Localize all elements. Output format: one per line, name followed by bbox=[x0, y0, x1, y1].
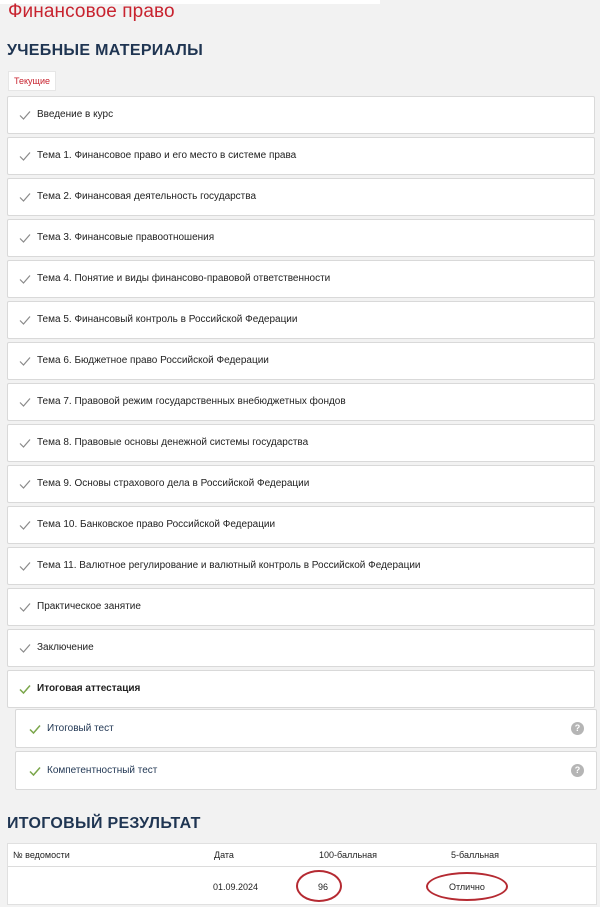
check-icon bbox=[18, 313, 32, 327]
material-item-topic-10[interactable] bbox=[7, 506, 595, 544]
material-item-label: Практическое занятие bbox=[37, 601, 141, 612]
material-item-topic-2[interactable] bbox=[7, 178, 595, 216]
col-score-100: 100-балльная bbox=[319, 850, 378, 860]
check-icon bbox=[18, 272, 32, 286]
help-icon[interactable]: ? bbox=[571, 722, 584, 735]
material-item-conclusion[interactable] bbox=[7, 629, 595, 667]
material-item-practice[interactable] bbox=[7, 588, 595, 626]
material-item-topic-9[interactable] bbox=[7, 465, 595, 503]
material-item-label: Тема 2. Финансовая деятельность государства bbox=[37, 191, 257, 202]
material-item-topic-11[interactable] bbox=[7, 547, 595, 585]
col-date: Дата bbox=[214, 850, 234, 860]
material-item-label: Тема 5. Финансовый контроль в Российской Федерации bbox=[37, 314, 298, 325]
material-item-label: Тема 9. Основы страхового дела в Российской Федерации bbox=[37, 478, 310, 489]
material-item-label: Тема 1. Финансовое право и его место в системе права bbox=[37, 150, 297, 161]
material-item-label: Тема 4. Понятие и виды финансово-правовой ответственности bbox=[37, 273, 331, 284]
material-item-label: Тема 7. Правовой режим государственных внебюджетных фондов bbox=[37, 396, 346, 407]
check-icon bbox=[18, 108, 32, 122]
help-icon[interactable]: ? bbox=[571, 764, 584, 777]
material-item-label: Тема 8. Правовые основы денежной системы государства bbox=[37, 437, 309, 448]
material-item-topic-8[interactable] bbox=[7, 424, 595, 462]
check-icon bbox=[28, 722, 42, 736]
material-item-label: Введение в курс bbox=[37, 109, 114, 120]
results-header-row bbox=[8, 844, 596, 867]
sub-item-label: Компетентностный тест bbox=[47, 765, 158, 776]
cell-date: 01.09.2024 bbox=[213, 882, 259, 892]
check-icon bbox=[18, 436, 32, 450]
material-item-topic-3[interactable] bbox=[7, 219, 595, 257]
material-item-topic-7[interactable] bbox=[7, 383, 595, 421]
material-item-final-attestation[interactable] bbox=[7, 670, 595, 708]
material-item-label: Заключение bbox=[37, 642, 94, 653]
material-item-label: Тема 3. Финансовые правоотношения bbox=[37, 232, 215, 243]
check-icon bbox=[18, 559, 32, 573]
check-icon bbox=[18, 477, 32, 491]
material-item-label: Тема 11. Валютное регулирование и валютный контроль в Российской Федерации bbox=[37, 560, 421, 571]
tab-current[interactable]: Текущие bbox=[8, 71, 56, 91]
material-item-topic-4[interactable] bbox=[7, 260, 595, 298]
material-item-topic-1[interactable] bbox=[7, 137, 595, 175]
check-icon bbox=[18, 231, 32, 245]
col-statement-no: № ведомости bbox=[13, 850, 70, 860]
check-icon bbox=[28, 764, 42, 778]
sub-item-label: Итоговый тест bbox=[47, 723, 114, 734]
check-icon bbox=[18, 641, 32, 655]
check-icon bbox=[18, 190, 32, 204]
materials-list bbox=[7, 96, 595, 711]
table-row bbox=[8, 867, 596, 903]
check-icon bbox=[18, 395, 32, 409]
sub-item-competency-test[interactable] bbox=[15, 751, 597, 790]
check-icon bbox=[18, 354, 32, 368]
material-item-topic-5[interactable] bbox=[7, 301, 595, 339]
materials-heading: УЧЕБНЫЕ МАТЕРИАЛЫ bbox=[7, 42, 204, 59]
sub-item-final-test[interactable] bbox=[15, 709, 597, 748]
material-item-topic-6[interactable] bbox=[7, 342, 595, 380]
results-table bbox=[7, 843, 597, 905]
check-icon bbox=[18, 149, 32, 163]
check-icon bbox=[18, 682, 32, 696]
col-score-5: 5-балльная bbox=[451, 850, 499, 860]
cell-score-100: 96 bbox=[318, 882, 329, 892]
material-item-label: Тема 6. Бюджетное право Российской Федерации bbox=[37, 355, 269, 366]
course-title: Финансовое право bbox=[8, 1, 175, 22]
check-icon bbox=[18, 600, 32, 614]
material-item-label: Тема 10. Банковское право Российской Федерации bbox=[37, 519, 276, 530]
material-item-intro[interactable] bbox=[7, 96, 595, 134]
check-icon bbox=[18, 518, 32, 532]
cell-score-5: Отлично bbox=[449, 882, 485, 892]
material-item-label: Итоговая аттестация bbox=[37, 683, 141, 694]
result-heading: ИТОГОВЫЙ РЕЗУЛЬТАТ bbox=[7, 815, 201, 832]
attestation-sublist bbox=[15, 709, 597, 793]
